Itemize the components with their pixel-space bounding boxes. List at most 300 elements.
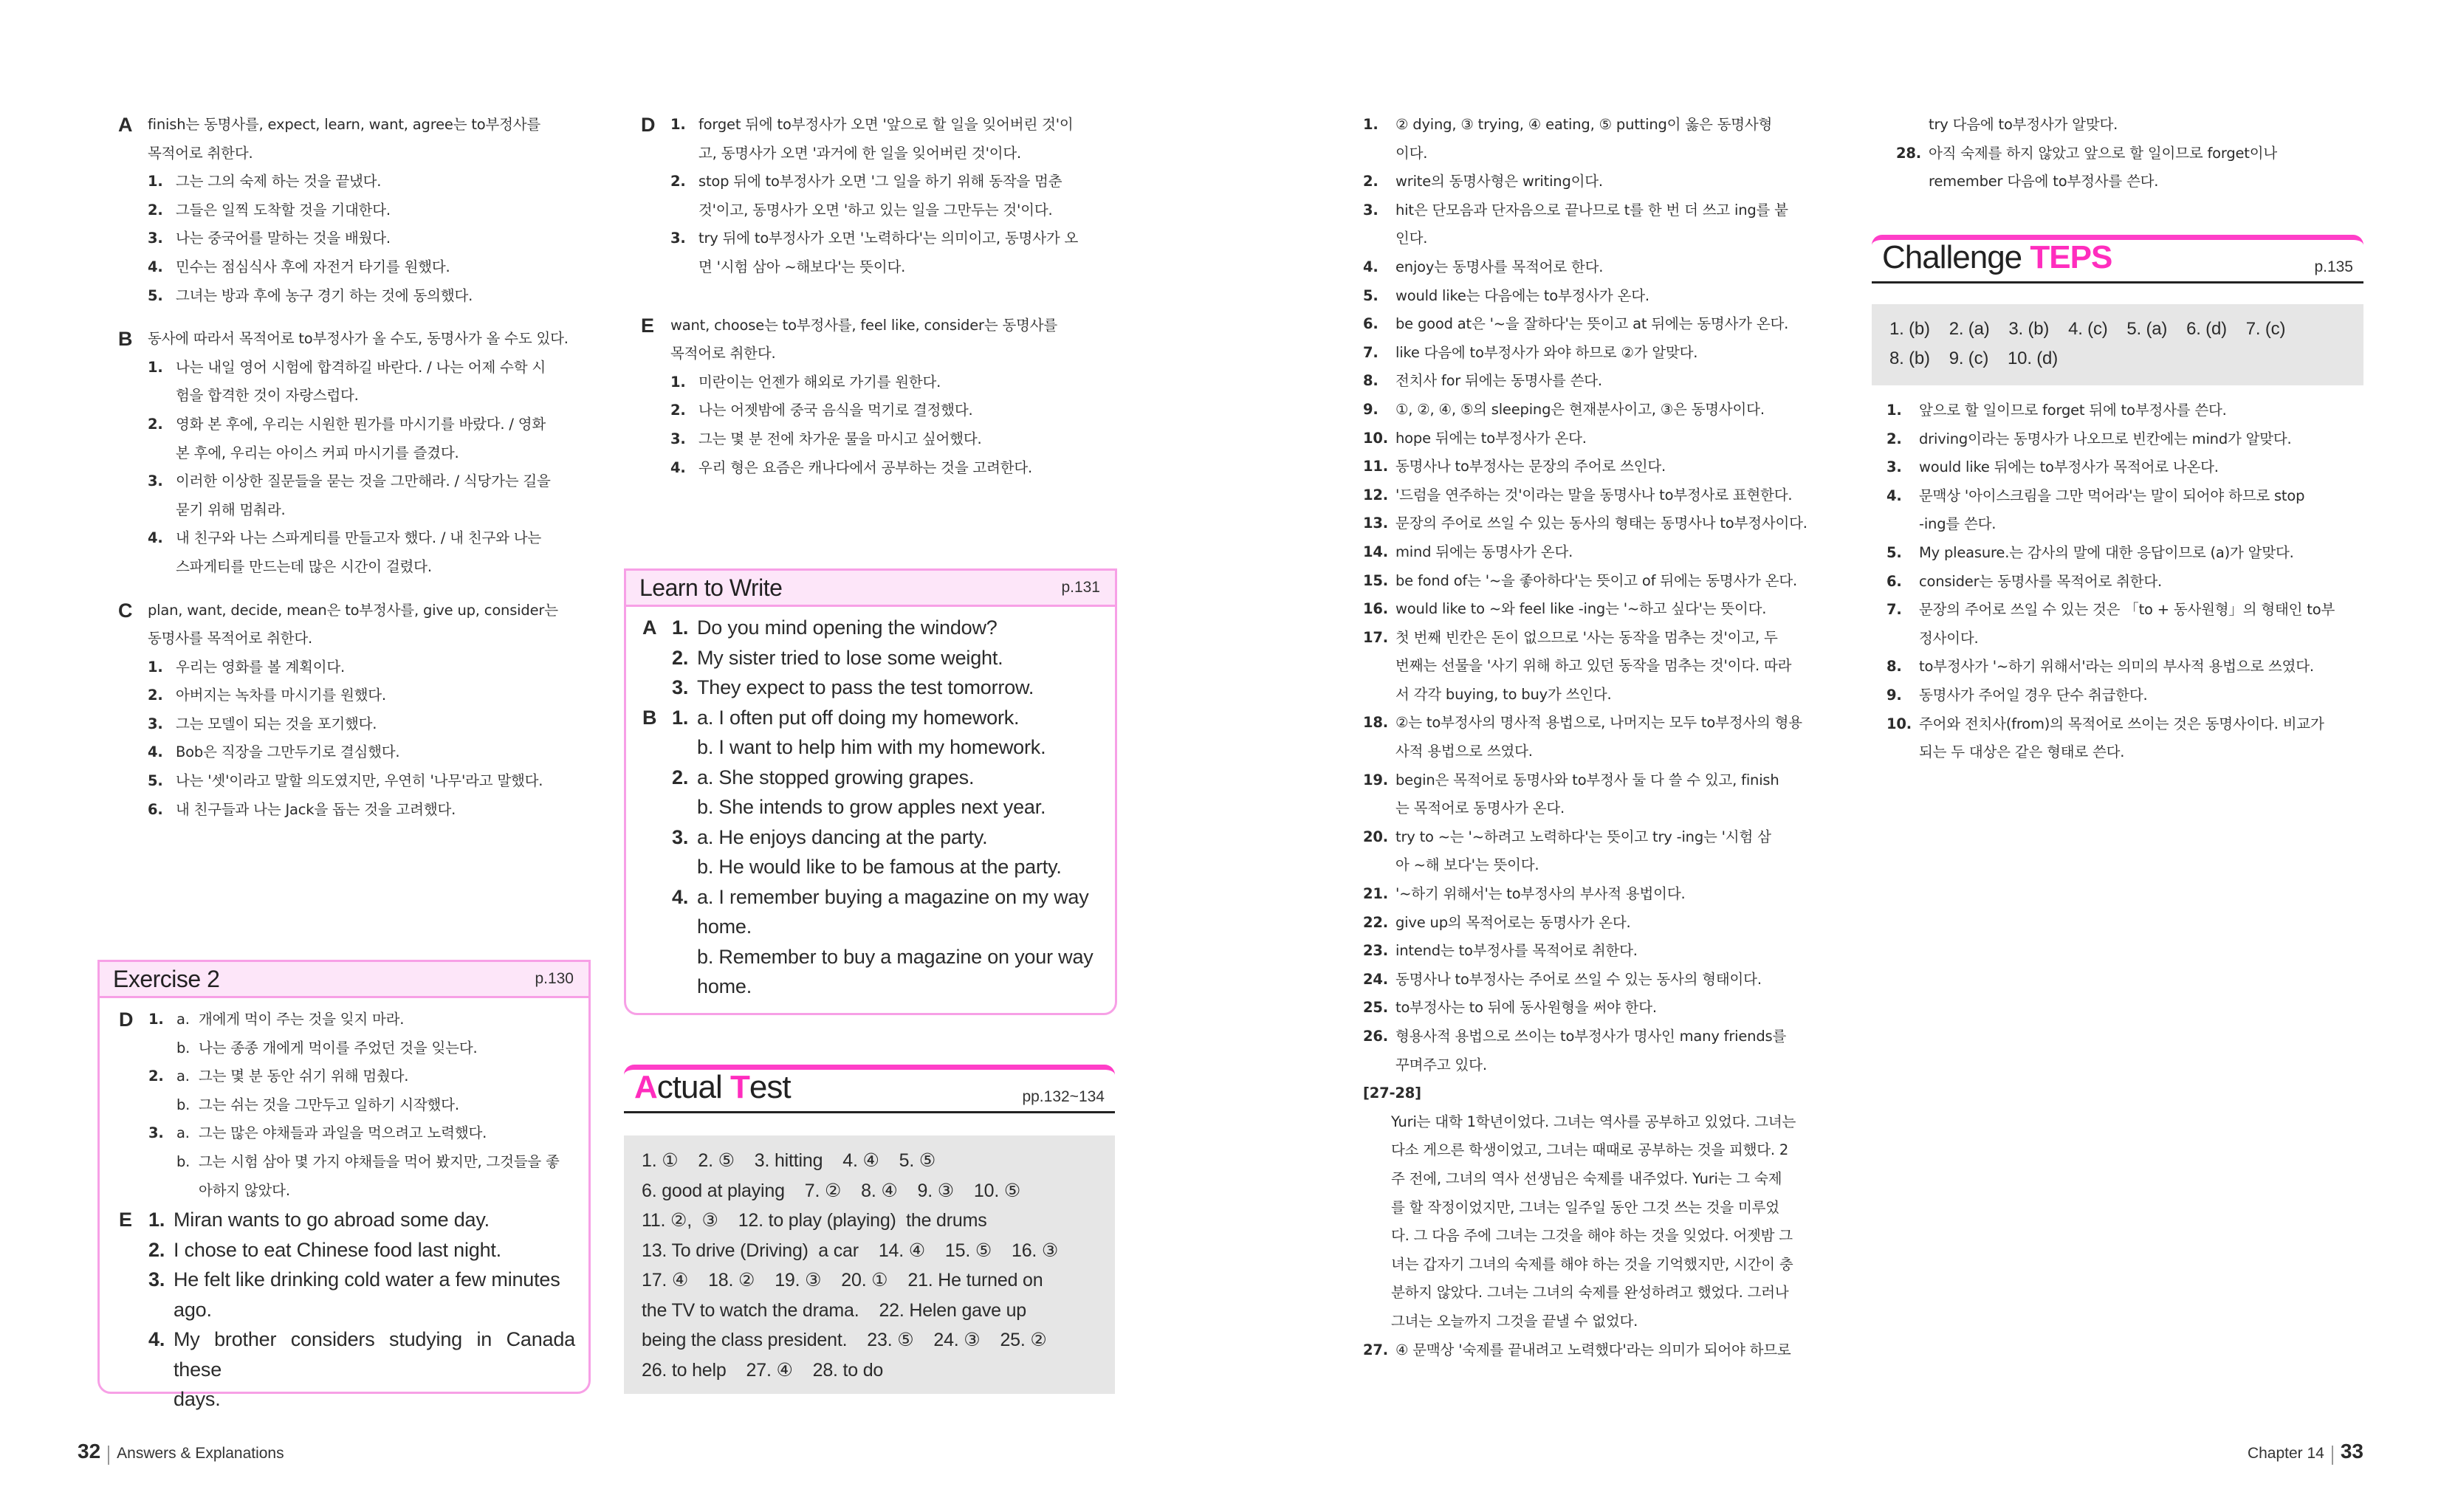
- section-letter: [642, 643, 672, 673]
- list-item: [1896, 111, 2369, 140]
- item-text: 우리 형은 요즘은 캐나다에서 공부하는 것을 고려한다.: [698, 458, 1033, 476]
- item-number: 14.: [1363, 543, 1388, 560]
- item-text: intend는 to부정사를 목적어로 취한다.: [1395, 942, 1638, 960]
- item-text: driving이라는 동명사가 나오므로 빈칸에는 mind가 알맞다.: [1919, 430, 2292, 447]
- item-text: 앞으로 할 일이므로 forget 뒤에 to부정사를 쓴다.: [1919, 402, 2227, 419]
- item-text: 정사이다.: [1919, 629, 1979, 647]
- list-item: [1363, 224, 1839, 253]
- item-number: 26.: [1363, 1028, 1388, 1045]
- footer-right-text: Chapter 14: [2247, 1445, 2324, 1462]
- intro-text: want, choose는 to부정사를, feel like, consider는 동명사를: [670, 316, 1058, 334]
- item-number: 4.: [148, 1328, 165, 1351]
- item-text: 나는 어젯밤에 중국 음식을 먹기로 결정했다.: [698, 402, 973, 419]
- item-text: would like는 다음에는 to부정사가 온다.: [1395, 286, 1649, 304]
- item-text: ② dying, ③ trying, ④ eating, ⑤ putting이 옳은 동명사형: [1395, 116, 1773, 133]
- intro-line: [118, 325, 587, 354]
- section-letter: [641, 196, 670, 225]
- list-item: [1363, 396, 1839, 425]
- item-text: be good at은 '~을 잘하다'는 뜻이고 at 뒤에는 동명사가 온다.: [1395, 315, 1789, 333]
- list-item: [642, 822, 1108, 853]
- page-number-right: 33: [2340, 1440, 2363, 1463]
- item-text: 나는 중국어를 말하는 것을 배웠다.: [176, 230, 391, 247]
- list-item: [118, 496, 587, 525]
- exercise-2-header: [100, 962, 588, 998]
- list-item: [1363, 766, 1839, 795]
- list-item: [1886, 596, 2359, 625]
- item-text: ①, ②, ④, ⑤의 sleeping은 현재분사이고, ③은 동명사이다.: [1395, 400, 1765, 418]
- item-number: 9.: [1886, 686, 1902, 704]
- item-number: 5.: [148, 286, 163, 304]
- list-item: [642, 763, 1108, 793]
- exercise-2-page: p.130: [535, 970, 574, 987]
- list-item: [1363, 310, 1839, 339]
- list-item: [641, 224, 1113, 253]
- answer-line: 6. good at playing 7. ② 8. ④ 9. ③ 10. ⑤: [642, 1180, 1021, 1201]
- item-text: ago.: [174, 1298, 212, 1321]
- item-number: 1.: [672, 616, 689, 639]
- list-item: [1363, 681, 1839, 709]
- item-number: 24.: [1363, 970, 1388, 988]
- item-text: 그들은 일찍 도착할 것을 기대한다.: [176, 201, 391, 219]
- list-item: [1363, 453, 1839, 481]
- item-number: 2.: [672, 646, 689, 669]
- list-item: [1363, 1336, 1839, 1365]
- item-text: 그는 몇 분 전에 차가운 물을 마시고 싶어했다.: [698, 430, 982, 447]
- list-item: [119, 1265, 575, 1295]
- list-item: [1363, 168, 1839, 196]
- list-item: [1363, 481, 1839, 510]
- item-number: 4.: [1363, 258, 1379, 275]
- item-number: [1363, 140, 1395, 168]
- left-column-2: [641, 111, 1113, 482]
- list-item: [118, 439, 587, 468]
- item-text: 서 각각 buying, to buy가 쓰인다.: [1395, 685, 1612, 703]
- list-item: [1896, 140, 2369, 168]
- section-letter: D: [641, 114, 656, 136]
- list-item: [642, 643, 1108, 673]
- item-number: 2.: [1886, 430, 1902, 447]
- section-letter: [119, 1062, 148, 1091]
- item-number: [148, 1091, 176, 1120]
- list-item: [1363, 909, 1839, 938]
- item-number: [672, 942, 697, 972]
- list-item: [118, 796, 587, 825]
- list-item: [1886, 396, 2359, 425]
- item-text: home.: [697, 975, 752, 997]
- section-letter: [119, 1091, 148, 1120]
- actual-test-rule: [624, 1111, 1115, 1113]
- list-item: [118, 410, 587, 439]
- item-sub: a.: [176, 1011, 190, 1028]
- item-text: be fond of는 '~을 좋아하다'는 뜻이고 of 뒤에는 동명사가 온다.: [1395, 571, 1798, 589]
- section-letter: [119, 1295, 148, 1325]
- item-text: 나는 내일 영어 시험에 합격하길 바란다. / 나는 어제 수학 시: [176, 358, 546, 376]
- challenge-teps-explanations: [1886, 396, 2359, 767]
- footer-left: [78, 1440, 284, 1465]
- list-item: [1363, 738, 1839, 766]
- item-text: to부정사가 '~하기 위해서'라는 의미의 부사적 용법으로 쓰였다.: [1919, 658, 2314, 676]
- item-number: 3.: [148, 472, 163, 490]
- section-a: [118, 111, 587, 310]
- range-label: [27-28]: [1363, 1085, 1421, 1102]
- item-number: 2.: [148, 687, 163, 704]
- item-number: 1.: [148, 358, 163, 376]
- item-number: 3.: [670, 430, 686, 447]
- section-b: [118, 325, 587, 581]
- item-number: 5.: [1363, 286, 1379, 304]
- item-text: ④ 문맥상 '숙제를 끝내려고 노력했다'라는 의미가 되어야 하므로: [1395, 1341, 1791, 1358]
- item-text: 번째는 선물을 '사기 위해 하고 있던 동작을 멈추는 것'이다. 따라: [1395, 657, 1792, 675]
- item-number: 1.: [672, 706, 689, 729]
- item-text: -ing를 쓴다.: [1919, 515, 1997, 533]
- list-item: [118, 282, 587, 311]
- section-letter: [642, 792, 672, 822]
- item-text: 이러한 이상한 질문들을 묻는 것을 그만해라. / 식당가는 길을: [176, 472, 551, 490]
- item-text: forget 뒤에 to부정사가 오면 '앞으로 할 일을 잊어버린 것'이: [698, 116, 1074, 133]
- list-item: [1886, 453, 2359, 482]
- item-number: [148, 439, 176, 468]
- item-text: give up의 목적어로는 동명사가 온다.: [1395, 913, 1631, 931]
- item-number: [672, 792, 697, 822]
- section-letter: E: [641, 314, 654, 337]
- item-text: 그는 그의 숙제 하는 것을 끝냈다.: [176, 173, 382, 190]
- intro-line: [118, 625, 587, 653]
- section-e: [641, 312, 1113, 483]
- item-number: [1886, 738, 1919, 767]
- list-item: [1363, 624, 1839, 653]
- item-text: begin은 목적어로 동명사와 to부정사 둘 다 쓸 수 있고, finish: [1395, 771, 1779, 788]
- intro-text: 동명사를 목적어로 취한다.: [148, 630, 313, 647]
- item-text: 내 친구와 나는 스파게티를 만들고자 했다. / 내 친구와 나는: [176, 529, 542, 547]
- item-number: [1896, 111, 1929, 140]
- item-number: 8.: [1363, 372, 1379, 390]
- item-text: Miran wants to go abroad some day.: [174, 1209, 490, 1231]
- item-text: 주어와 전치사(from)의 목적어로 쓰이는 것은 동명사이다. 비교가: [1919, 715, 2324, 732]
- item-number: 11.: [1363, 458, 1388, 475]
- section-letter: [119, 1148, 148, 1177]
- section-letter: [642, 942, 672, 972]
- section-letter: [642, 822, 672, 853]
- learn-to-write-page: p.131: [1061, 579, 1100, 596]
- list-item: [1886, 625, 2359, 653]
- list-item: [1363, 994, 1839, 1023]
- answers-line-2: 8. (b) 9. (c) 10. (d): [1889, 348, 2058, 368]
- item-text: 내 친구들과 나는 Jack을 돕는 것을 고려했다.: [176, 800, 456, 818]
- answers-line-1: 1. (b) 2. (a) 3. (b) 4. (c) 5. (a) 6. (d) 7. (c): [1889, 319, 2286, 339]
- list-item: [1363, 538, 1839, 567]
- list-item: [641, 368, 1113, 397]
- challenge-teps-answers: [1872, 304, 2363, 385]
- list-item: [642, 912, 1108, 942]
- answer-line: 1. ① 2. ⑤ 3. hitting 4. ④ 5. ⑤: [642, 1150, 936, 1171]
- item-number: 7.: [1363, 343, 1379, 361]
- item-number: 3.: [1886, 458, 1902, 476]
- item-text: 묻기 위해 멈춰라.: [176, 501, 286, 518]
- list-item: [118, 767, 587, 796]
- item-number: 2.: [148, 1068, 164, 1085]
- challenge-teps-rule: [1872, 281, 2363, 284]
- section-letter: [119, 1177, 148, 1206]
- item-number: 3.: [148, 1124, 164, 1142]
- item-number: 16.: [1363, 600, 1388, 618]
- item-text: They expect to pass the test tomorrow.: [697, 676, 1034, 698]
- item-number: [1886, 510, 1919, 539]
- section-c: [118, 597, 587, 825]
- list-item: [1363, 794, 1839, 823]
- footer-divider: [2332, 1446, 2333, 1465]
- list-item: [118, 253, 587, 282]
- section-letter: D: [119, 1008, 134, 1031]
- list-item: [1363, 851, 1839, 880]
- passage: [1363, 1108, 1839, 1336]
- item-text: 스파게티를 만드는데 많은 시간이 걸렸다.: [176, 557, 432, 575]
- item-number: 2.: [672, 766, 689, 788]
- item-text: home.: [697, 915, 752, 938]
- list-item: [119, 1034, 575, 1063]
- section-letter: [641, 168, 670, 196]
- list-item: [1886, 681, 2359, 710]
- item-text: enjoy는 동명사를 목적어로 한다.: [1395, 258, 1604, 275]
- item-text: remember 다음에 to부정사를 쓴다.: [1929, 173, 2159, 190]
- learn-to-write-body: [626, 607, 1115, 1002]
- section-letter: C: [118, 599, 133, 622]
- item-number: 7.: [1886, 601, 1902, 619]
- item-sub: a.: [176, 1068, 190, 1085]
- list-item: [642, 703, 1108, 733]
- list-item: [641, 168, 1113, 196]
- item-number: 1.: [148, 1209, 165, 1231]
- explanation-27: [1363, 1336, 1839, 1365]
- item-number: 3.: [672, 676, 689, 698]
- section-letter: [642, 673, 672, 703]
- item-number: [148, 1177, 176, 1206]
- item-sub: b.: [176, 1039, 190, 1056]
- item-text: like 다음에 to부정사가 와야 하므로 ②가 알맞다.: [1395, 343, 1698, 361]
- item-text: 그는 시험 삼아 몇 가지 야채들을 먹어 봤지만, 그것들을 좋: [199, 1152, 560, 1170]
- item-text: 인다.: [1395, 230, 1428, 247]
- item-text: a. She stopped growing grapes.: [697, 766, 975, 788]
- list-item: [119, 1062, 575, 1091]
- answer-line: 17. ④ 18. ② 19. ③ 20. ① 21. He turned on: [642, 1270, 1043, 1291]
- item-text: 우리는 영화를 볼 계획이다.: [176, 658, 346, 676]
- list-item: [641, 454, 1113, 483]
- item-text: a. I often put off doing my homework.: [697, 706, 1020, 729]
- item-text: 첫 번째 빈칸은 돈이 없으므로 '사는 동작을 멈추는 것'이고, 두: [1395, 628, 1778, 646]
- list-item: [1363, 253, 1839, 282]
- item-text: 민수는 점심식사 후에 자전거 타기를 원했다.: [176, 258, 450, 275]
- item-number: 17.: [1363, 628, 1388, 646]
- list-item: [1363, 1023, 1839, 1051]
- list-item: [118, 738, 587, 767]
- item-number: 6.: [148, 800, 163, 818]
- item-number: 1.: [148, 173, 163, 190]
- item-text: I chose to eat Chinese food last night.: [174, 1238, 501, 1261]
- item-number: [148, 1384, 174, 1415]
- item-number: 1.: [148, 658, 163, 676]
- section-letter: [642, 912, 672, 942]
- list-item: [642, 732, 1108, 763]
- item-text: 동명사가 주어일 경우 단수 취급한다.: [1919, 686, 2148, 704]
- section-letter: [118, 140, 148, 168]
- intro-line: [118, 140, 587, 168]
- item-number: [148, 1295, 174, 1325]
- item-number: 5.: [1886, 543, 1902, 561]
- item-number: 3.: [148, 715, 163, 732]
- list-item: [641, 396, 1113, 425]
- list-item: [1363, 595, 1839, 624]
- item-number: [1363, 224, 1395, 253]
- list-item: [641, 196, 1113, 225]
- list-item: [1886, 738, 2359, 767]
- list-item: [1363, 567, 1839, 596]
- item-number: 4.: [148, 743, 163, 761]
- item-number: 6.: [1886, 572, 1902, 590]
- list-item: [642, 972, 1108, 1002]
- section-letter: [642, 882, 672, 913]
- passage-line: 주 전에, 그녀의 역사 선생님은 숙제를 내주었다. Yuri는 그 숙제: [1391, 1169, 1782, 1187]
- challenge-teps-title-bar: [1872, 235, 2363, 281]
- section-letter: [641, 253, 670, 282]
- item-number: 1.: [1886, 402, 1902, 419]
- item-text: 아 ~해 보다'는 뜻이다.: [1395, 856, 1539, 874]
- footer-left-text: Answers & Explanations: [117, 1445, 284, 1462]
- footer-divider: [108, 1446, 109, 1465]
- passage-line: 분하지 않았다. 그녀는 그녀의 숙제를 완성하려고 했었다. 그러나: [1391, 1284, 1789, 1302]
- item-text: try 다음에 to부정사가 알맞다.: [1929, 116, 2118, 133]
- item-number: [1363, 851, 1395, 880]
- list-item: [1363, 652, 1839, 681]
- item-number: 1.: [148, 1011, 164, 1028]
- learn-to-write-title: Learn to Write: [639, 574, 783, 601]
- actual-test-title: Actual Test: [634, 1069, 791, 1105]
- item-number: 2.: [148, 201, 163, 219]
- list-item: [118, 382, 587, 410]
- list-item: [642, 942, 1108, 972]
- item-number: 15.: [1363, 571, 1388, 589]
- list-item: [1363, 823, 1839, 852]
- item-text: hope 뒤에는 to부정사가 온다.: [1395, 429, 1587, 447]
- list-item: [119, 1119, 575, 1148]
- item-text: 그는 쉬는 것을 그만두고 일하기 시작했다.: [199, 1096, 459, 1113]
- item-text: 고, 동명사가 오면 '과거에 한 일을 잊어버린 것'이다.: [698, 144, 1022, 162]
- item-number: 23.: [1363, 942, 1388, 960]
- section-letter: A: [642, 616, 657, 639]
- item-text: b. He would like to be famous at the party.: [697, 856, 1062, 878]
- item-text: days.: [174, 1388, 221, 1411]
- list-item: [118, 196, 587, 225]
- list-item: [1886, 653, 2359, 681]
- answer-line: being the class president. 23. ⑤ 24. ③ 25. ②: [642, 1330, 1047, 1350]
- intro-line: [118, 597, 587, 625]
- item-text: 문장의 주어로 쓰일 수 있는 것은 「to + 동사원형」의 형태인 to부: [1919, 601, 2335, 619]
- item-number: [148, 1148, 176, 1177]
- item-text: Do you mind opening the window?: [697, 616, 998, 639]
- item-number: 1.: [670, 116, 686, 133]
- item-text: a. I remember buying a magazine on my way: [697, 885, 1089, 908]
- item-text: try 뒤에 to부정사가 오면 '노력하다'는 의미이고, 동명사가 오: [698, 230, 1079, 247]
- item-number: 1.: [670, 373, 686, 391]
- item-text: My sister tried to lose some weight.: [697, 646, 1003, 669]
- list-item: [641, 111, 1113, 140]
- item-number: [148, 496, 176, 525]
- section-letter: A: [118, 114, 133, 136]
- item-number: [672, 972, 697, 1002]
- list-item: [1896, 168, 2369, 196]
- item-number: 12.: [1363, 486, 1388, 504]
- section-letter: [641, 224, 670, 253]
- list-item: [1363, 937, 1839, 966]
- item-number: 2.: [670, 173, 686, 190]
- item-number: 25.: [1363, 999, 1388, 1017]
- item-sub: b.: [176, 1152, 190, 1170]
- item-text: 본 후에, 우리는 아이스 커피 마시기를 즐겼다.: [176, 444, 459, 461]
- item-text: My pleasure.는 감사의 말에 대한 응답이므로 (a)가 알맞다.: [1919, 543, 2294, 561]
- item-text: 동명사나 to부정사는 주어로 쓰일 수 있는 동사의 형태이다.: [1395, 970, 1762, 988]
- list-item: [118, 354, 587, 382]
- item-number: 2.: [148, 415, 163, 433]
- item-text: 아버지는 녹차를 마시기를 원했다.: [176, 687, 386, 704]
- section-letter: [641, 340, 670, 368]
- intro-line: [118, 111, 587, 140]
- item-number: 21.: [1363, 885, 1388, 903]
- list-item: [642, 882, 1108, 913]
- section-letter: [119, 1324, 148, 1384]
- answer-line: 26. to help 27. ④ 28. to do: [642, 1359, 884, 1381]
- item-text: b. She intends to grow apples next year.: [697, 796, 1046, 818]
- actual-test-explanations: [1363, 111, 1839, 1079]
- item-text: ②는 to부정사의 명사적 용법으로, 나머지는 모두 to부정사의 형용: [1395, 714, 1802, 732]
- list-item: [1363, 339, 1839, 368]
- item-number: 3.: [1363, 201, 1379, 219]
- item-number: 4.: [1886, 487, 1902, 504]
- section-letter: E: [119, 1209, 132, 1231]
- answer-line: the TV to watch the drama. 22. Helen gave up: [642, 1299, 1027, 1321]
- list-item: [1363, 425, 1839, 453]
- section-letter: [119, 1034, 148, 1063]
- item-number: 3.: [148, 1268, 165, 1291]
- intro-text: 목적어로 취한다.: [670, 345, 776, 362]
- list-item: [118, 224, 587, 253]
- item-text: a. He enjoys dancing at the party.: [697, 825, 988, 848]
- item-text: 나는 종종 개에게 먹이를 주었던 것을 잊는다.: [199, 1039, 478, 1056]
- item-text: 험을 합격한 것이 자랑스럽다.: [176, 387, 359, 405]
- item-number: 4.: [148, 529, 163, 547]
- list-item: [119, 1384, 575, 1415]
- item-text: would like 뒤에는 to부정사가 목적어로 나온다.: [1919, 458, 2219, 476]
- item-number: 4.: [670, 458, 686, 476]
- item-number: 9.: [1363, 400, 1379, 418]
- item-text: would like to ~와 feel like -ing는 '~하고 싶다'는 뜻이다.: [1395, 600, 1767, 618]
- item-number: [148, 1034, 176, 1063]
- item-sub: a.: [176, 1124, 190, 1142]
- item-number: 19.: [1363, 771, 1388, 788]
- list-item: [1886, 510, 2359, 539]
- challenge-teps-page: p.135: [2314, 258, 2353, 275]
- section-letter: [642, 852, 672, 882]
- item-text: stop 뒤에 to부정사가 오면 '그 일을 하기 위해 동작을 멈춘: [698, 173, 1062, 190]
- item-text: 꾸며주고 있다.: [1395, 1056, 1487, 1073]
- item-number: 2.: [148, 1238, 165, 1261]
- list-item: [119, 1148, 575, 1177]
- item-number: [148, 382, 176, 410]
- item-number: 4.: [148, 258, 163, 275]
- section-letter: [119, 1384, 148, 1415]
- list-item: [1363, 140, 1839, 168]
- item-text: 나는 '셋'이라고 말할 의도였지만, 우연히 '나무'라고 말했다.: [176, 772, 543, 790]
- item-number: [1363, 1051, 1395, 1080]
- item-number: [672, 852, 697, 882]
- item-sub: [176, 1177, 199, 1206]
